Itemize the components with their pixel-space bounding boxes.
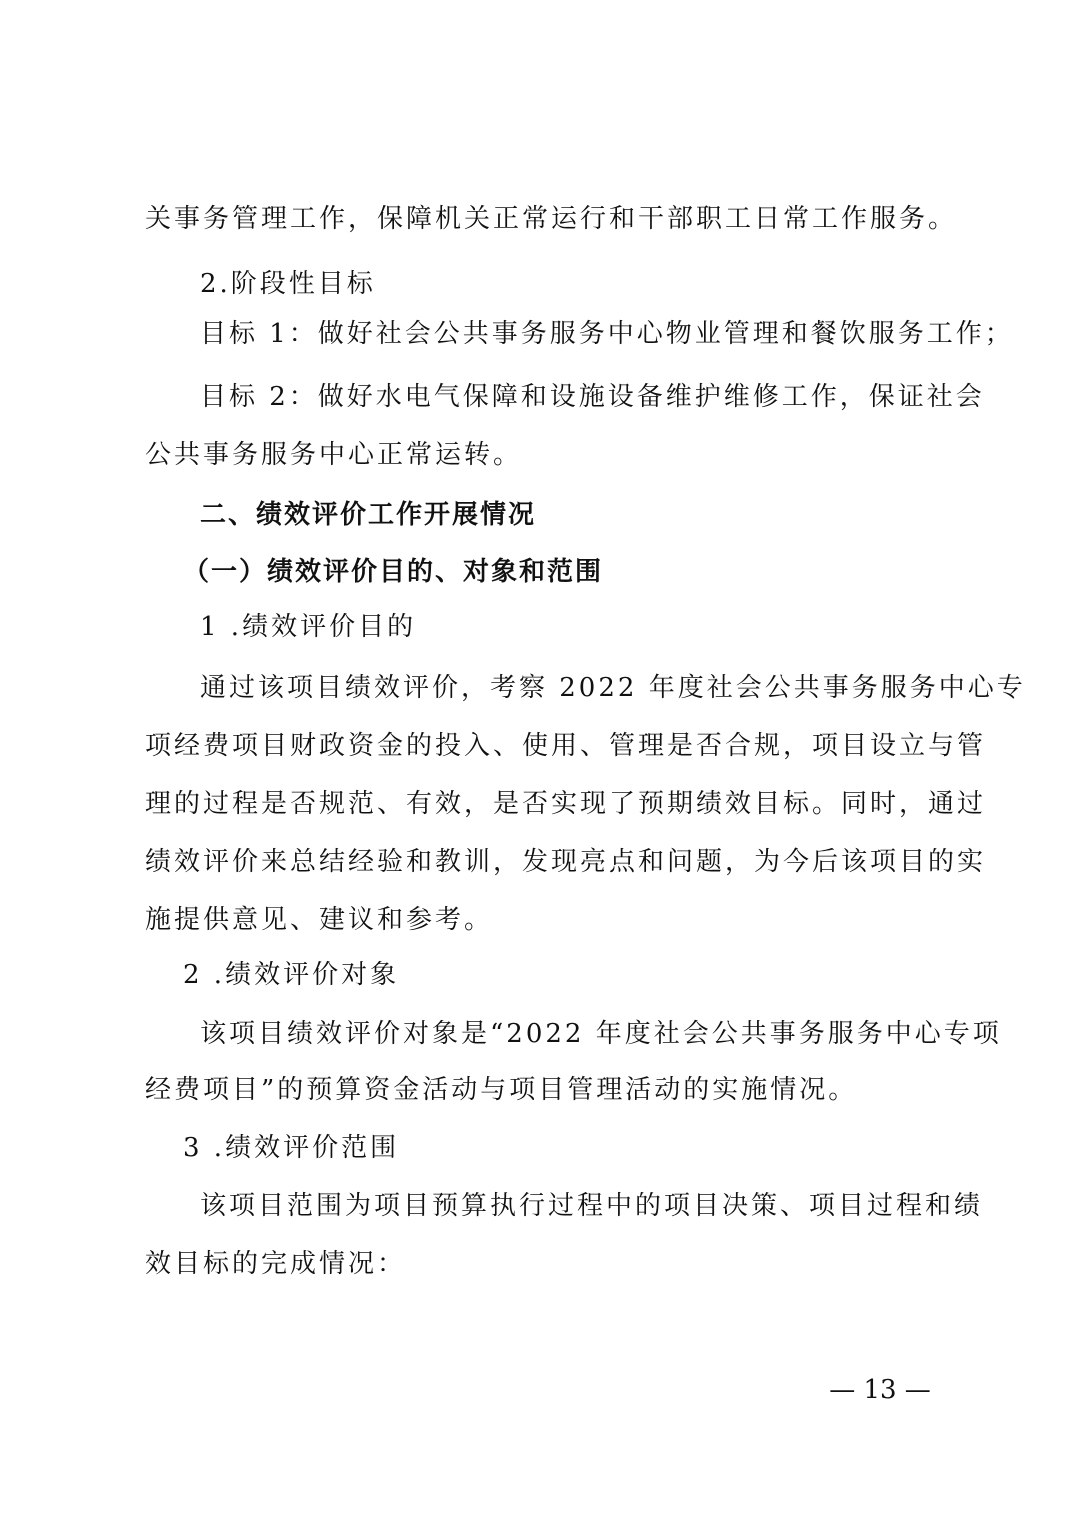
subsection-heading: （一）绩效评价目的、对象和范围: [183, 557, 604, 587]
page-number: — 13 —: [829, 1375, 931, 1405]
paragraph-goal-2-line: 目标 2：做好水电气保障和设施设备维护维修工作，保证社会: [200, 382, 985, 412]
item-heading-object: 2 .绩效评价对象: [183, 960, 400, 990]
paragraph-line: 施提供意见、建议和参考。: [145, 905, 494, 935]
item-heading-purpose: 1 .绩效评价目的: [200, 612, 417, 642]
paragraph-line: 理的过程是否规范、有效，是否实现了预期绩效目标。同时，通过: [145, 789, 987, 819]
paragraph-goal-2-line: 公共事务服务中心正常运转。: [145, 440, 523, 470]
paragraph-line: 该项目范围为项目预算执行过程中的项目决策、项目过程和绩: [200, 1191, 984, 1221]
paragraph-line: 关事务管理工作，保障机关正常运行和干部职工日常工作服务。: [145, 204, 958, 234]
paragraph-line: 经费项目”的预算资金活动与项目管理活动的实施情况。: [145, 1075, 858, 1105]
paragraph-line: 项经费项目财政资金的投入、使用、管理是否合规，项目设立与管: [145, 731, 987, 761]
paragraph-line: 该项目绩效评价对象是“2022 年度社会公共事务服务中心专项: [200, 1019, 1002, 1049]
paragraph-line: 通过该项目绩效评价，考察 2022 年度社会公共事务服务中心专: [200, 673, 1026, 703]
subheading-stage-goals: 2.阶段性目标: [200, 269, 376, 299]
paragraph-goal-1: 目标 1：做好社会公共事务服务中心物业管理和餐饮服务工作；: [200, 319, 1014, 349]
paragraph-line: 效目标的完成情况：: [145, 1249, 407, 1279]
item-heading-scope: 3 .绩效评价范围: [183, 1133, 400, 1163]
paragraph-line: 绩效评价来总结经验和教训，发现亮点和问题，为今后该项目的实: [145, 847, 987, 877]
section-heading: 二、绩效评价工作开展情况: [200, 500, 537, 530]
